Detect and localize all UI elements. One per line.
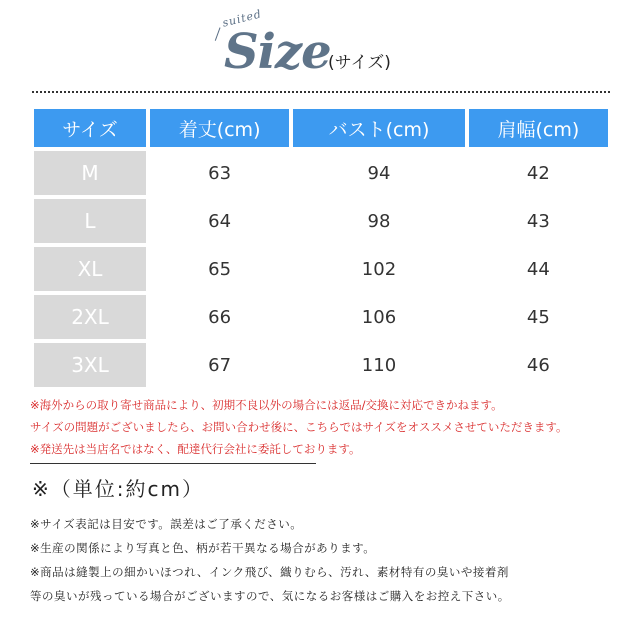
header-shoulder: 肩幅(cm): [469, 109, 608, 147]
notes-divider: [30, 463, 316, 464]
size-title: Size: [224, 24, 331, 80]
cell-length: 66: [208, 306, 232, 328]
note-line: ※生産の関係により写真と色、柄が若干異なる場合があります。: [30, 541, 376, 555]
note-line: 等の臭いが残っている場合がございますので、気になるお客様はご購入をお控え下さい。: [30, 589, 510, 603]
header-length: 着丈(cm): [150, 109, 289, 147]
cell-shoulder: 45: [526, 306, 550, 328]
header-bust: バスト(cm): [293, 109, 465, 147]
row-size: M: [34, 151, 146, 195]
suited-tagline: suited: [221, 7, 264, 30]
cell-length: 67: [208, 354, 232, 376]
cell-shoulder: 43: [526, 210, 550, 232]
row-size: L: [34, 199, 146, 243]
cell-bust: 102: [361, 258, 397, 280]
cell-bust: 106: [361, 306, 397, 328]
cell-shoulder: 44: [526, 258, 550, 280]
cell-bust: 98: [367, 210, 391, 232]
note-line: ※発送先は当店名ではなく、配達代行会社に委託しております。: [30, 442, 361, 456]
cell-shoulder: 46: [526, 354, 550, 376]
row-size: XL: [34, 247, 146, 291]
table-row: [34, 199, 608, 243]
table-row: [34, 295, 608, 339]
table-row: [34, 343, 608, 387]
unit-label: ※（単位:約cm）: [32, 477, 204, 501]
note-line: ※海外からの取り寄せ商品により、初期不良以外の場合には返品/交換に対応できかねます。: [30, 398, 503, 412]
size-subtitle: (サイズ): [328, 53, 391, 73]
dotted-divider: [32, 91, 610, 93]
return-policy-notes: [30, 394, 620, 460]
table-row: [34, 151, 608, 195]
cell-length: 65: [208, 258, 232, 280]
note-line: ※サイズ表記は目安です。誤差はご了承ください。: [30, 517, 303, 531]
table-row: [34, 247, 608, 291]
row-size: 2XL: [34, 295, 146, 339]
cell-bust: 110: [361, 354, 397, 376]
product-notes: [30, 512, 620, 608]
cell-shoulder: 42: [526, 162, 550, 184]
size-table: [30, 105, 612, 391]
cell-length: 63: [208, 162, 232, 184]
header-size: サイズ: [34, 109, 146, 147]
note-line: ※商品は縫製上の細かいほつれ、インク飛び、織りむら、汚れ、素材特有の臭いや接着剤: [30, 565, 509, 579]
cell-bust: 94: [367, 162, 391, 184]
cell-length: 64: [208, 210, 232, 232]
row-size: 3XL: [34, 343, 146, 387]
size-header: [0, 0, 640, 90]
table-header-row: [34, 109, 608, 147]
note-line: サイズの問題がございましたら、お問い合わせ後に、こちらではサイズをオススメさせていただきます。: [30, 420, 568, 434]
